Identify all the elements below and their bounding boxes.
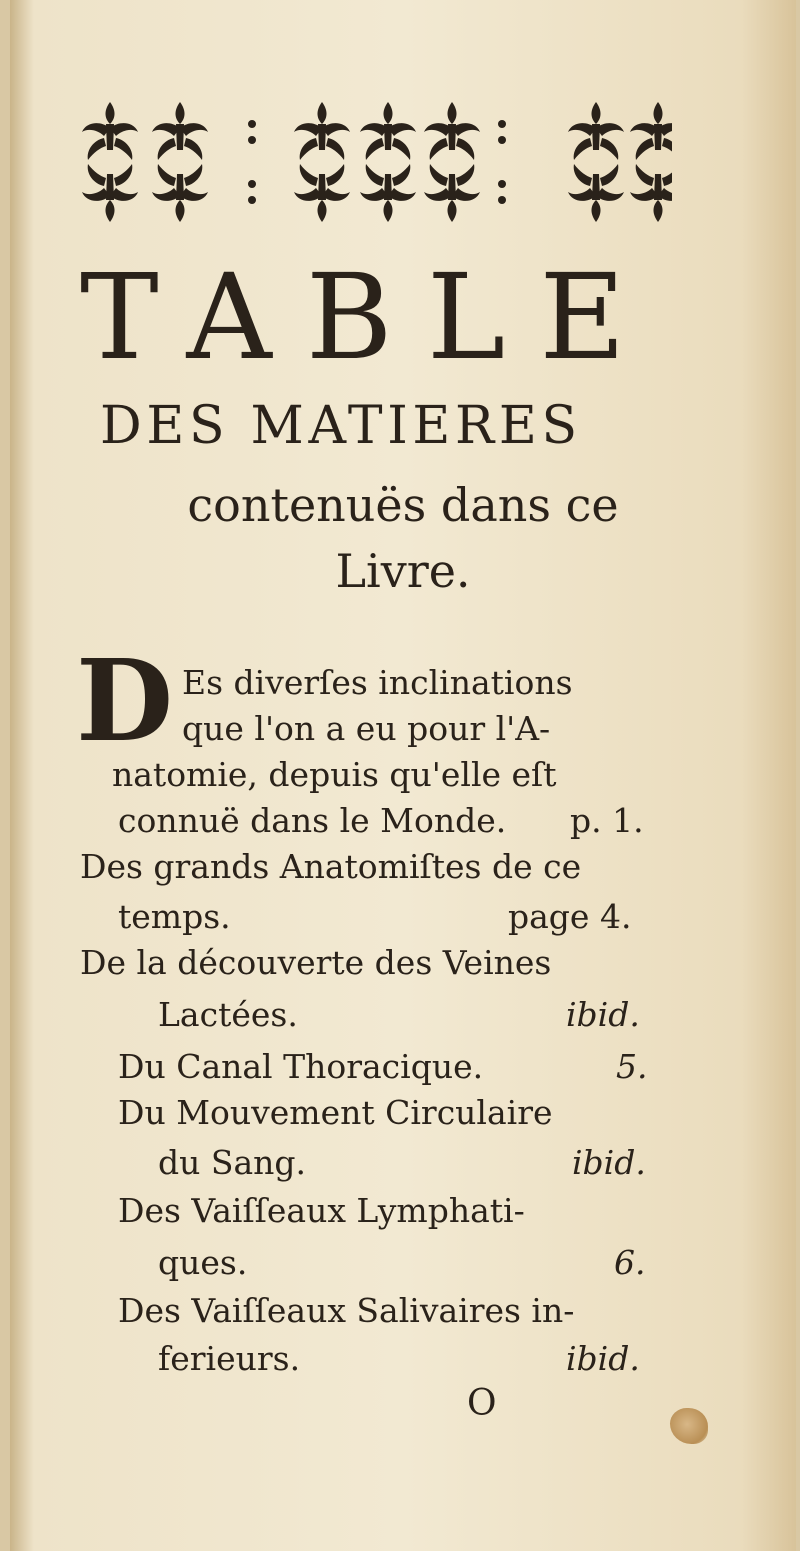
subtitle-line-1: contenuës dans ce [187,478,619,532]
entry-1-line-1: Es diverſes inclinations [182,663,573,702]
fleuron-ornament-band [82,92,672,232]
ornament-dots [498,120,506,144]
ornament-dots [248,180,256,204]
entry-6-line-1: Des Vaiſſeaux Lymphati- [118,1191,525,1230]
fleuron-icon [568,102,624,160]
entry-3-line-1: De la découverte des Veines [80,943,552,982]
ornament-dots [498,180,506,204]
entry-6-line-2: ques. [158,1243,248,1282]
entry-1-page: p. 1. [570,801,644,840]
catchword: O [467,1383,497,1424]
fleuron-icon [360,102,416,160]
entry-1-line-4: connuë dans le Monde. [118,801,507,840]
fleuron-icon [568,164,624,222]
subtitle-line-2: Livre. [335,544,471,598]
fleuron-icon [360,164,416,222]
entry-7-line-1: Des Vaiſſeaux Salivaires in- [118,1291,575,1330]
entry-2-line-2: temps. [118,897,231,936]
page-title: TABLE [80,248,660,386]
entry-4-page: 5. [616,1047,648,1086]
entry-5-page: ibid. [572,1143,646,1182]
page-subtitle: DES MATIERES [100,396,582,456]
entry-3-line-2: Lactées. [158,995,298,1034]
entry-5-line-2: du Sang. [158,1143,307,1182]
entry-4-line-1: Du Canal Thoracique. [118,1047,484,1086]
drop-capital: D [76,636,174,767]
fleuron-icon [294,102,350,160]
fleuron-icon [630,102,672,160]
paper-stain [670,1408,708,1444]
fleuron-icon [424,102,480,160]
fleuron-icon [152,102,208,160]
entry-1-line-3: natomie, depuis qu'elle eſt [112,755,557,794]
fleuron-icon [82,164,138,222]
entry-1-line-2: que l'on a eu pour l'A- [182,709,551,748]
entry-5-line-1: Du Mouvement Circulaire [118,1093,553,1132]
entry-7-page: ibid. [566,1339,640,1378]
entry-3-page: ibid. [566,995,640,1034]
ornament-dots [248,120,256,144]
fleuron-icon [630,164,672,222]
fleuron-icon [152,164,208,222]
entry-6-page: 6. [614,1243,646,1282]
book-page [10,0,796,1551]
fleuron-icon [294,164,350,222]
entry-2-line-1: Des grands Anatomiſtes de ce [80,847,582,886]
fleuron-icon [424,164,480,222]
entry-7-line-2: ferieurs. [158,1339,301,1378]
fleuron-icon [82,102,138,160]
entry-2-page: page 4. [508,897,632,936]
